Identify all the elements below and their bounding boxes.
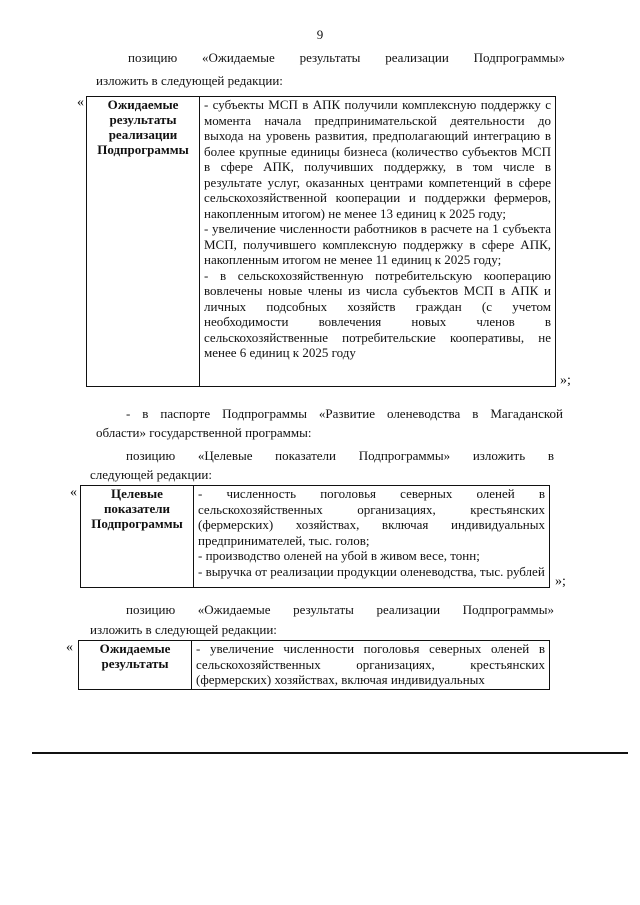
intro3-line1: позицию «Целевые показатели Подпрограммы» изложить в bbox=[126, 448, 554, 463]
list-item: - увеличение численности работников в расчете на 1 субъекта МСП, получившего комплексную поддержку в сфере АПК, накопленным итогом не менее 11 единиц к 2025 году; bbox=[204, 221, 551, 267]
row-content bbox=[200, 97, 556, 387]
row-content bbox=[192, 641, 550, 690]
intro1-line2: изложить в следующей редакции: bbox=[96, 73, 283, 88]
list-item: - выручка от реализации продукции оленеводства, тыс. рублей bbox=[198, 563, 545, 579]
open-quote: « bbox=[66, 640, 73, 655]
close-quote: »; bbox=[555, 574, 566, 589]
divider-line bbox=[32, 752, 628, 754]
list-item: - субъекты МСП в АПК получили комплексную поддержку с момента начала предпринимательской деятельности до выхода на уровень развития, предполагающий интеграцию в более крупные единицы бизнеса (количество субъектов МСП в сфере АПК, получивших поддержку, в том числе в результате услуг, оказанных центрами компетенций в сфере сельскохозяйственной кооперации и поддержки фермеров, накопленным итогом) не менее 13 единиц к 2025 году; bbox=[204, 97, 551, 221]
intro1-line1: позицию «Ожидаемые результаты реализации Подпрограммы» bbox=[128, 50, 565, 65]
close-quote: »; bbox=[560, 373, 571, 388]
list-item: - увеличение численности поголовья северных оленей в сельскохозяйственных организациях, крестьянских (фермерских) хозяйствах, включая индивидуальных bbox=[196, 641, 545, 687]
page-number: 9 bbox=[316, 27, 324, 42]
intro2-line1: - в паспорте Подпрограммы «Развитие оленеводства в Магаданской bbox=[126, 406, 563, 421]
open-quote: « bbox=[77, 95, 84, 110]
row-label: Целевые показатели Подпрограммы bbox=[81, 486, 194, 588]
row-label: Ожидаемые результаты реализации Подпрограммы bbox=[87, 97, 200, 387]
list-item: - в сельскохозяйственную потребительскую кооперацию вовлечены новые члены из числа субъектов МСП в АПК и личных подсобных хозяйств граждан (с учетом необходимости вовлечения новых членов в сельскохозяйственные потребительские кооперативы, не менее 6 единиц к 2025 году bbox=[204, 267, 551, 360]
row-label: Ожидаемые результаты bbox=[79, 641, 192, 690]
target-indicators-table bbox=[80, 485, 550, 588]
list-item: - численность поголовья северных оленей в сельскохозяйственных организациях, крестьянских (фермерских) хозяйствах, включая индивидуальных предпринимателей, тыс. голов; bbox=[198, 486, 545, 548]
row-content bbox=[194, 486, 550, 588]
intro2-line2: области» государственной программы: bbox=[96, 425, 312, 440]
expected-results-table-2 bbox=[78, 640, 550, 690]
open-quote: « bbox=[70, 485, 77, 500]
expected-results-table-1 bbox=[86, 96, 556, 387]
intro4-line1: позицию «Ожидаемые результаты реализации Подпрограммы» bbox=[126, 602, 554, 617]
list-item: - производство оленей на убой в живом весе, тонн; bbox=[198, 548, 480, 563]
intro3-line2: следующей редакции: bbox=[90, 467, 212, 482]
intro4-line2: изложить в следующей редакции: bbox=[90, 622, 277, 637]
